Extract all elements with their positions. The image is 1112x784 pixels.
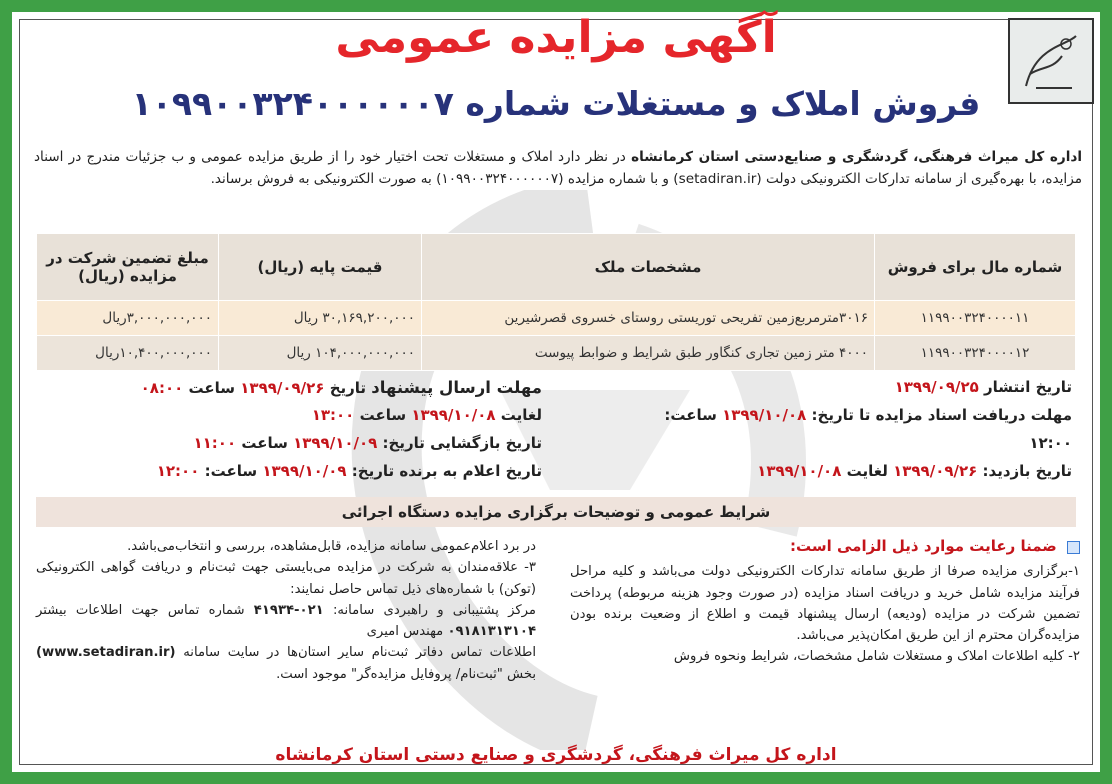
visit-line [757,462,1072,480]
cell-price: ۳۰,۱۶۹,۲۰۰,۰۰۰ ریال [219,301,422,336]
checkbox-icon [1067,541,1080,554]
support-phone: ۰۲۱-۴۱۹۳۴ [253,602,324,618]
visit-label: تاریخ بازدید: [982,462,1072,480]
support-post: شماره تماس جهت اطلاعات بیشتر [36,602,245,618]
header-number: شماره مال برای فروش [875,234,1076,301]
winner-time-label: ساعت: [204,462,258,480]
table-header-row [37,234,1076,301]
notice-title: آگهی مزایده عمومی [335,12,777,63]
cell-deposit: ۱۰,۴۰۰,۰۰۰,۰۰۰ریال [37,336,219,371]
offer-time-label: ساعت [188,379,236,397]
support-label: مرکز پشتیبانی و راهبردی سامانه: [332,602,536,618]
condition-1: ۱-برگزاری مزایده صرفا از طریق سامانه تدارکات الکترونیکی دولت می‌باشد و کلیه مراحل فرآیند مزایده شامل خرید و دریافت اسناد مزایده (در صورت وجود هزینه مربوطه) پرداخت تضمین شرکت در مزایده (ودیعه) ارسال پیشنهاد قیمت و اطلاع از وضعیت برنده بودن مزایده‌گران محترم از این طریق امکان‌پذیر می‌باشد. [570,564,1080,644]
condition-3: ۳- علاقه‌مندان به شرکت در مزایده می‌بایستی جهت ثبت‌نام و دریافت گواهی الکترونیکی (توکن) با شماره‌های ذیل تماس حاصل نمایند: [36,560,536,597]
opening-time: ۱۱:۰۰ [193,434,237,452]
offer-date: ۱۳۹۹/۰۹/۲۶ [240,379,325,397]
cell-deposit: ۳,۰۰۰,۰۰۰,۰۰۰ریال [37,301,219,336]
publish-date: ۱۳۹۹/۰۹/۲۵ [894,378,979,396]
offices-post: بخش "ثبت‌نام/ پروفایل مزایده‌گر" موجود است. [276,666,536,682]
offices-label: اطلاعات تماس دفاتر ثبت‌نام سایر استان‌ها در سایت سامانه [183,645,536,661]
until-time: ۱۳:۰۰ [311,406,355,424]
opening-time-label: ساعت [241,434,288,452]
offices-line [36,642,536,685]
items-table [36,233,1076,371]
docs-time: ۱۲:۰۰ [1029,434,1072,452]
support-mobile: ۰۹۱۸۱۳۱۳۱۰۴ [447,624,536,640]
header-desc: مشخصات ملک [422,234,875,301]
header-price: قیمت پایه (ریال) [219,234,422,301]
until-line [312,406,542,424]
visit-until-label: لغایت [846,462,888,480]
publish-date-line [895,378,1072,396]
support-line [36,600,536,643]
winner-time: ۱۲:۰۰ [156,462,200,480]
until-time-label: ساعت [359,406,407,424]
visit-from: ۱۳۹۹/۰۹/۲۶ [893,462,978,480]
offer-date-label: تاریخ [329,379,367,397]
intro-text: در نظر دارد املاک و مستغلات تحت اختیار خود را از طریق مزایده عمومی و ب جزئیات مندرج در اسناد مزایده، با بهره‌گیری از سامانه تدارکات الکترونیکی دولت (setadiran.ir) و با شماره مزایده (۱۰۹۹۰۰۳۲۴۰۰۰۰۰۰۷) به صورت الکترونیکی به فروش برساند. [34,149,1082,187]
docs-label: مهلت دریافت اسناد مزایده تا تاریخ: [811,406,1072,424]
offer-label: مهلت ارسال پیشنهاد [371,378,542,397]
header-deposit: مبلغ تضمین شرکت در مزایده (ریال) [37,234,219,301]
cell-price: ۱۰۴,۰۰۰,۰۰۰,۰۰۰ ریال [219,336,422,371]
winner-date: ۱۳۹۹/۱۰/۰۹ [262,462,347,480]
conditions-title-bar: شرایط عمومی و توضیحات برگزاری مزایده دستگاه اجرائی [36,497,1076,527]
publish-label: تاریخ انتشار [984,378,1072,396]
docs-deadline-line [664,406,1072,424]
setadiran-link[interactable]: (www.setadiran.ir) [36,645,176,661]
condition-2-cont: در برد اعلام‌عمومی سامانه مزایده، قابل‌مشاهده، بررسی و انتخاب‌می‌باشد. [127,539,536,554]
until-date: ۱۳۹۹/۱۰/۰۸ [411,406,496,424]
conditions-right-column [570,536,1080,668]
notice-subtitle: فروش املاک و مستغلات شماره ۱۰۹۹۰۰۳۲۴۰۰۰۰۰۰۷ [131,84,981,123]
cell-number: ۱۱۹۹۰۰۳۲۴۰۰۰۰۱۱ [875,301,1076,336]
opening-label: تاریخ بازگشایی تاریخ: [382,434,542,452]
conditions-left-column [36,536,536,685]
offer-time: ۰۸:۰۰ [140,379,184,397]
opening-line [193,434,542,452]
docs-date: ۱۳۹۹/۱۰/۰۸ [722,406,807,424]
until-label: لغایت [500,406,542,424]
cell-number: ۱۱۹۹۰۰۳۲۴۰۰۰۰۱۲ [875,336,1076,371]
cell-desc: ۴۰۰۰ متر زمین تجاری کنگاور طبق شرایط و ضوابط پیوست [422,336,875,371]
opening-date: ۱۳۹۹/۱۰/۰۹ [293,434,378,452]
winner-line [157,462,542,480]
docs-time-label: ساعت: [664,406,717,424]
requirements-heading: ضمنا رعایت موارد ذیل الزامی است: [789,537,1057,555]
cell-desc: ۳۰۱۶مترمربع‌زمین تفریحی توریستی روستای خسروی قصرشیرین [422,301,875,336]
table-row [37,301,1076,336]
intro-org: اداره کل میراث فرهنگی، گردشگری و صنایع‌دستی استان کرمانشاه [631,149,1083,165]
intro-paragraph [34,147,1082,190]
winner-label: تاریخ اعلام به برنده تاریخ: [351,462,542,480]
offer-deadline-line [141,378,542,397]
visit-to: ۱۳۹۹/۱۰/۰۸ [757,462,842,480]
condition-2: ۲- کلیه اطلاعات املاک و مستغلات شامل مشخصات، شرایط ونحوه فروش [673,649,1080,665]
footer-org: اداره کل میراث فرهنگی، گردشگری و صنایع دستی استان کرمانشاه [275,745,837,765]
support-contact-name: مهندس امیری [366,624,444,640]
table-row [37,336,1076,371]
